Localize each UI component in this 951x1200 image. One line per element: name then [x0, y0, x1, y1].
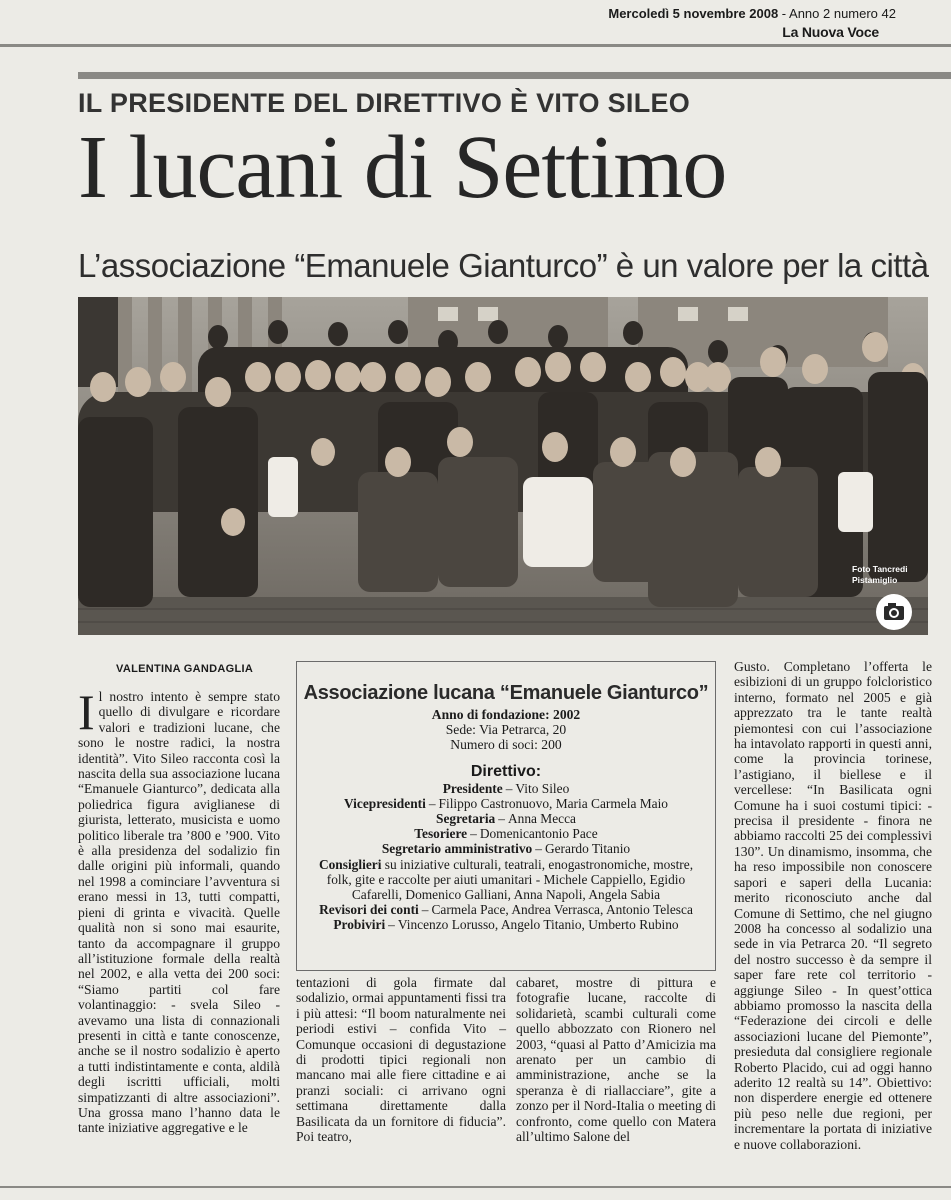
column-1-text: l nostro intento è sempre stato quello di divulgare e ricordare valori e tradizioni lucane, che sono le nostre radici, la nostra identità”. Vito Sileo racconta così la nascita della sua associazione lucana “Emanuele Gianturco”, dedicata alla poliedrica figura aviglianese di giurista, letterato, musicista e uomo politico liberale tra ’800 e ’900. Vito è alla presidenza del sodalizio fin dalle origini più informali, quando nel 1998 a cominciare l’avventura si erano messi in 13, tutti compatti, pieni di grinta e vivacità. Quelle qualità non si sono mai esaurite, tanto da accompagnare il gruppo all’istituzione formale della realtà nel 2002, e alla vetta dei 200 soci: “Siamo partiti col fare volantinaggio: - svela Sileo - avevamo una lista di connazionali presenti in città e tante conoscenze, anche se il nostro sodalizio è aperto a tutti indistintamente e conta, aldilà degli iscritti ufficiali, molti simpatizzanti di altre associazioni”. Una grossa mano l’hanno data le tante iniziative aggregative e le: [78, 689, 280, 1136]
board-entry: Tesoriere – Domenicantonio Pace: [414, 826, 598, 842]
byline: VALENTINA GANDAGLIA: [116, 663, 254, 675]
issue-date: Mercoledì 5 novembre 2008 - Anno 2 numero 42: [608, 6, 896, 21]
photo-credit: Foto Tancredi Pistamiglio: [852, 564, 908, 585]
headline: I lucani di Settimo: [78, 118, 727, 217]
member-count: Numero di soci: 200: [450, 737, 562, 753]
board-heading: Direttivo:: [470, 762, 542, 780]
article-column-1: [78, 684, 280, 1136]
newspaper-name: La Nuova Voce: [782, 24, 879, 40]
footer-rule: [0, 1186, 951, 1188]
subheadline: L’associazione “Emanuele Gianturco” è un valore per la città: [78, 247, 929, 284]
box-title: Associazione lucana “Emanuele Gianturco”: [303, 682, 709, 704]
board-entry: Vicepresidenti – Filippo Castronuovo, Maria Carmela Maio: [344, 795, 668, 811]
founding-year: Anno di fondazione: 2002: [431, 707, 581, 722]
article-column-2: tentazioni di gola firmate dal sodalizio, ormai appuntamenti fissi tra i più attesi: “Il boom naturalmente nei periodi estivi – confida Vito – Comunque occasioni di degustazione di prodotti tipici regionali non mancano mai alle fiere cittadine e ai pranzi sociali: ci arrivano ogni settimana direttamente dalla Basilicata da un fornitore di fiducia”. Poi teatro,: [296, 975, 506, 1145]
association-info-box: [296, 661, 716, 971]
board-entry: Segretaria – Anna Mecca: [436, 811, 576, 827]
board-entry: Segretario amministrativo – Gerardo Titanio: [381, 841, 631, 857]
drop-cap: I: [78, 684, 95, 740]
group-photo: [78, 297, 928, 635]
article-column-4: Gusto. Completano l’offerta le esibizioni di un gruppo folcloristico interno, formato nel 2005 e già apprezzato tra le tante realtà piemontesi con cui l’associazione ha intavolato rapporti in questi anni, come la provincia torinese, l’astigiano, il biellese e il vercellese: “In Basilicata ogni Comune ha i suoi costumi tipici: - precisa il presidente - finora ne abbiamo raccolti 25 dei complessivi 130”. Un dinamismo, insomma, che ha reso impossibile non conoscere sapori e saperi della Lucania: merito riconosciuto anche dal Comune di Settimo, che nel giugno 2008 ha concesso al sodalizio una sede in via Petrarca 20. “Il segreto del nostro successo è da sempre il saper fare rete col territorio - aggiunge Sileo - In quest’ottica abbiamo promosso la nascita della “Federazione dei circoli e delle associazioni lucane del Piemonte”, presieduta dal consigliere regionale Roberto Placido, cui ad oggi hanno aderito 12 realtà su 14”. Obiettivo: non disperdere energie ed ottenere più peso nelle due regioni, per incrementare la portata di iniziative e nuove collaborazioni.: [734, 659, 932, 1152]
page-header: [0, 0, 951, 40]
board-entry: Probiviri – Vincenzo Lorusso, Angelo Titanio, Umberto Rubino: [333, 917, 679, 933]
article-column-3: cabaret, mostre di pittura e fotografie lucane, raccolte di solidarietà, scambi culturali come quello abbozzato con Rionero nel 2003, “quasi al Patto d’Amicizia ma arenato per un cambio di amministrazione, anche se la speranza è di riallacciare”, gite a zonzo per il Nord-Italia o meeting di confronto, come quello con Matera all’ultimo Salone del: [516, 975, 716, 1145]
seat-address: Sede: Via Petrarca, 20: [445, 722, 567, 738]
kicker: IL PRESIDENTE DEL DIRETTIVO È VITO SILEO: [78, 88, 691, 118]
camera-icon: [876, 594, 912, 630]
board-entry: Revisori dei conti – Carmela Pace, Andrea Verrasca, Antonio Telesca: [319, 902, 693, 918]
section-rule: [78, 72, 951, 79]
board-entry: Presidente – Vito Sileo: [442, 780, 570, 796]
header-rule: [0, 44, 951, 47]
box-facts: [297, 707, 715, 753]
board-entry: Consiglieri su iniziative culturali, teatrali, enogastronomiche, mostre, folk, gite e raccolte per aiuti umanitari - Michele Cappiello, Egidio Cafarelli, Domenico Galliani, Anna Napoli, Angela Sabia: [318, 856, 694, 903]
